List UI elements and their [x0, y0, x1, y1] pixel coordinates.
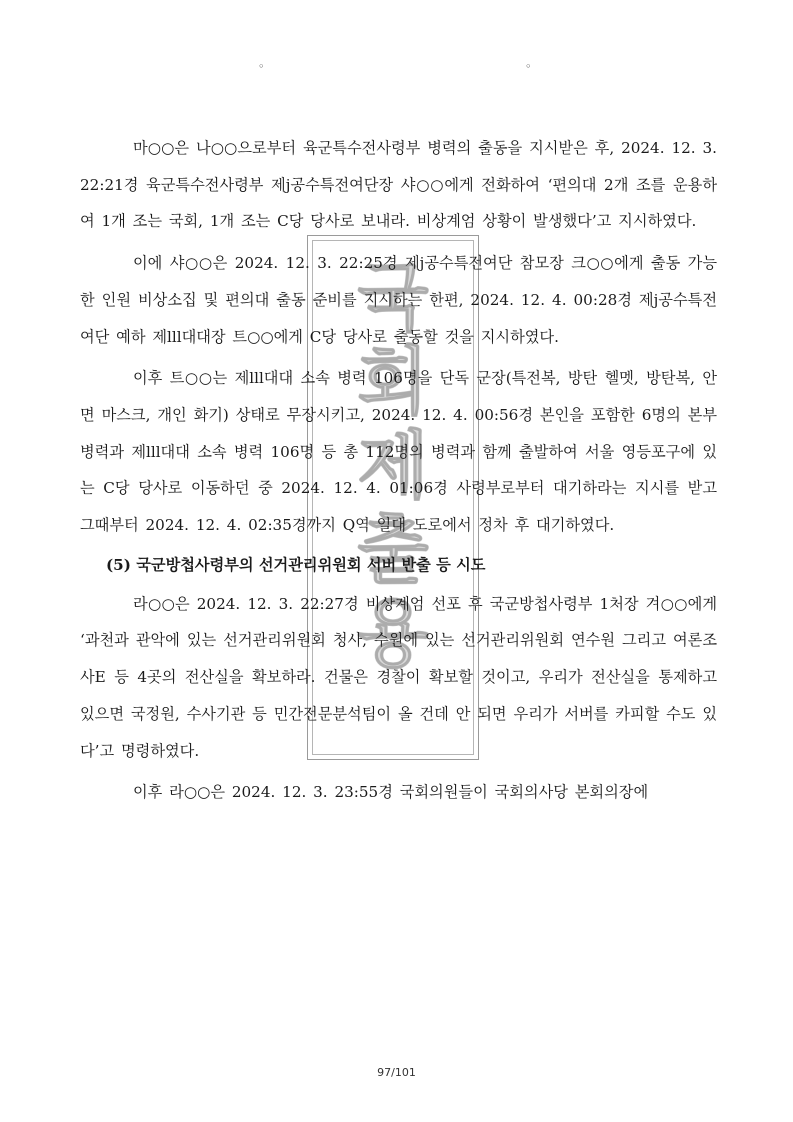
header-mark-left: ◦: [258, 60, 265, 73]
body-paragraph: 마○○은 나○○으로부터 육군특수전사령부 병력의 출동을 지시받은 후, 2024. 12. 3. 22:21경 육군특수전사령부 제j공수특전여단장 샤○○에게 전화하여 ‘편의대 2개 조를 운용하여 1개 조는 국회, 1개 조는 C당 당사로 보내라. 비상계엄 상황이 발생했다’고 지시하였다.: [80, 139, 717, 231]
body-paragraph: 이에 샤○○은 2024. 12. 3. 22:25경 제j공수특전여단 참모장 크○○에게 출동 가능한 인원 비상소집 및 편의대 출동 준비를 지시하는 한편, 2024. 12. 4. 00:28경 제j공수특전여단 예하 제lll대대장 트○○에게 C당 당사로 출동할 것을 지시하였다.: [80, 254, 717, 346]
header-mark-right: ◦: [525, 60, 532, 73]
seal-char: 회: [357, 339, 429, 425]
body-paragraph: 이후 트○○는 제lll대대 소속 병력 106명을 단독 군장(특전복, 방탄 헬멧, 방탄복, 안면 마스크, 개인 화기) 상태로 무장시키고, 2024. 12. 4. 00:56경 본인을 포함한 6명의 본부 병력과 제lll대대 소속 병력 106명 등 총 112명의 병력과 함께 출발하여 서울 영등포구에 있는 C당 당사로 이동하던 중 2024. 12. 4. 01:06경 사령부로부터 대기하라는 지시를 받고 그때부터 2024. 12. 4. 02:35경까지 Q역 일대 도로에서 정차 후 대기하였다.: [80, 369, 717, 535]
seal-char: 제: [357, 423, 429, 509]
body-paragraph: 라○○은 2024. 12. 3. 22:27경 비상계엄 선포 후 국군방첩사령부 1처장 겨○○에게 ‘과천과 관악에 있는 선거관리위원회 청사, 수원에 있는 선거관리위원회 연수원 그리고 여론조사E 등 4곳의 전산실을 확보하라. 건물은 경찰이 확보할 것이고, 우리가 전산실을 통제하고 있으면 국정원, 수사기관 등 민간전문분석팀이 올 건데 안 되면 우리가 서버를 카피할 수도 있다’고 명령하였다.: [80, 594, 717, 760]
seal-char: 용: [357, 591, 429, 677]
seal-char: 출: [357, 507, 429, 593]
seal-char: 국: [357, 255, 429, 341]
page-number: 97/101: [377, 1066, 416, 1079]
body-paragraph: 이후 라○○은 2024. 12. 3. 23:55경 국회의원들이 국회의사당 본회의장에: [133, 783, 649, 802]
document-body: [80, 130, 717, 811]
section-heading: (5) 국군방첩사령부의 선거관리위원회 서버 반출 등 시도: [106, 555, 486, 574]
